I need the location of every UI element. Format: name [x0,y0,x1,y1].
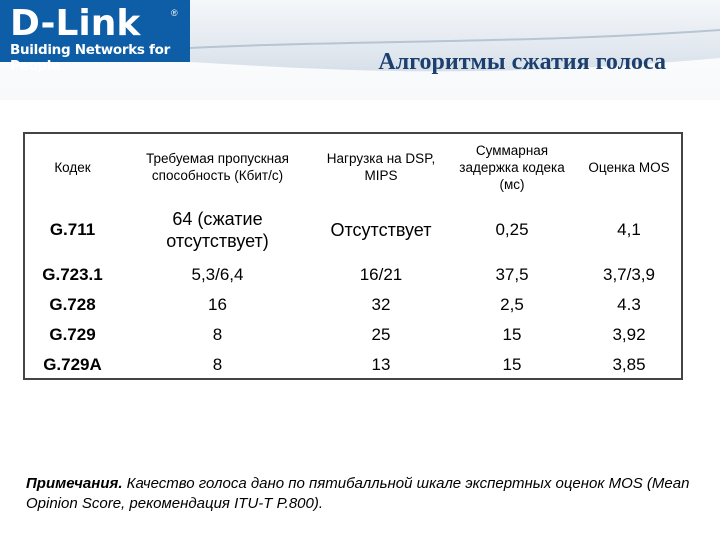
cell-codec: G.729A [43,355,102,374]
cell-codec: G.711 [49,220,96,239]
footnote-text: Качество голоса дано по пятибалльной шкале экспертных оценок MOS (Mean Opinion Score, рекомендация ITU-T P.800). [26,475,690,512]
cell-delay: 0,25 [495,220,529,239]
cell-mos: 4.3 [617,295,641,314]
header-dsp-load: Нагрузка на DSP, MIPS [326,151,436,183]
cell-dsp-load: 25 [371,325,391,344]
table-header-row [25,134,681,200]
logo-tagline: Building Networks for People [10,42,170,74]
cell-dsp-load: Отсутствует [330,220,432,240]
cell-bandwidth: 8 [212,325,223,344]
table-row [25,350,681,380]
table-row [25,320,681,350]
header-mos: Оценка MOS [588,159,670,175]
slide-title: Алгоритмы сжатия голоса [378,49,666,75]
cell-delay: 15 [502,355,522,374]
table-row [25,260,681,290]
slide-header [0,0,720,100]
cell-codec: G.728 [49,295,96,314]
cell-dsp-load: 32 [371,295,391,314]
logo-wordmark: D-Link [10,3,141,44]
cell-dsp-load: 16/21 [359,265,403,284]
cell-delay: 15 [502,325,522,344]
header-delay: Суммарная задержка кодека (мс) [459,142,565,192]
cell-delay: 37,5 [495,265,529,284]
header-codec: Кодек [54,159,91,175]
dlink-logo [0,0,190,74]
registered-mark: ® [171,8,178,18]
codec-table [23,132,683,380]
cell-delay: 2,5 [500,295,524,314]
cell-mos: 3,92 [612,325,646,344]
table-row [25,200,681,260]
cell-codec: G.729 [49,325,96,344]
cell-bandwidth: 8 [212,355,223,374]
cell-mos: 3,85 [612,355,646,374]
table-row [25,290,681,320]
cell-mos: 3,7/3,9 [603,265,655,284]
footnote-label: Примечания. [26,475,123,492]
footnote [26,474,706,514]
cell-bandwidth: 5,3/6,4 [191,265,244,284]
cell-bandwidth: 64 (сжатие отсутствует) [166,209,269,251]
header-bandwidth: Требуемая пропускная способность (Кбит/с) [146,151,289,183]
cell-codec: G.723.1 [42,265,103,284]
cell-bandwidth: 16 [208,295,227,314]
cell-dsp-load: 13 [371,355,391,374]
cell-mos: 4,1 [617,220,641,239]
